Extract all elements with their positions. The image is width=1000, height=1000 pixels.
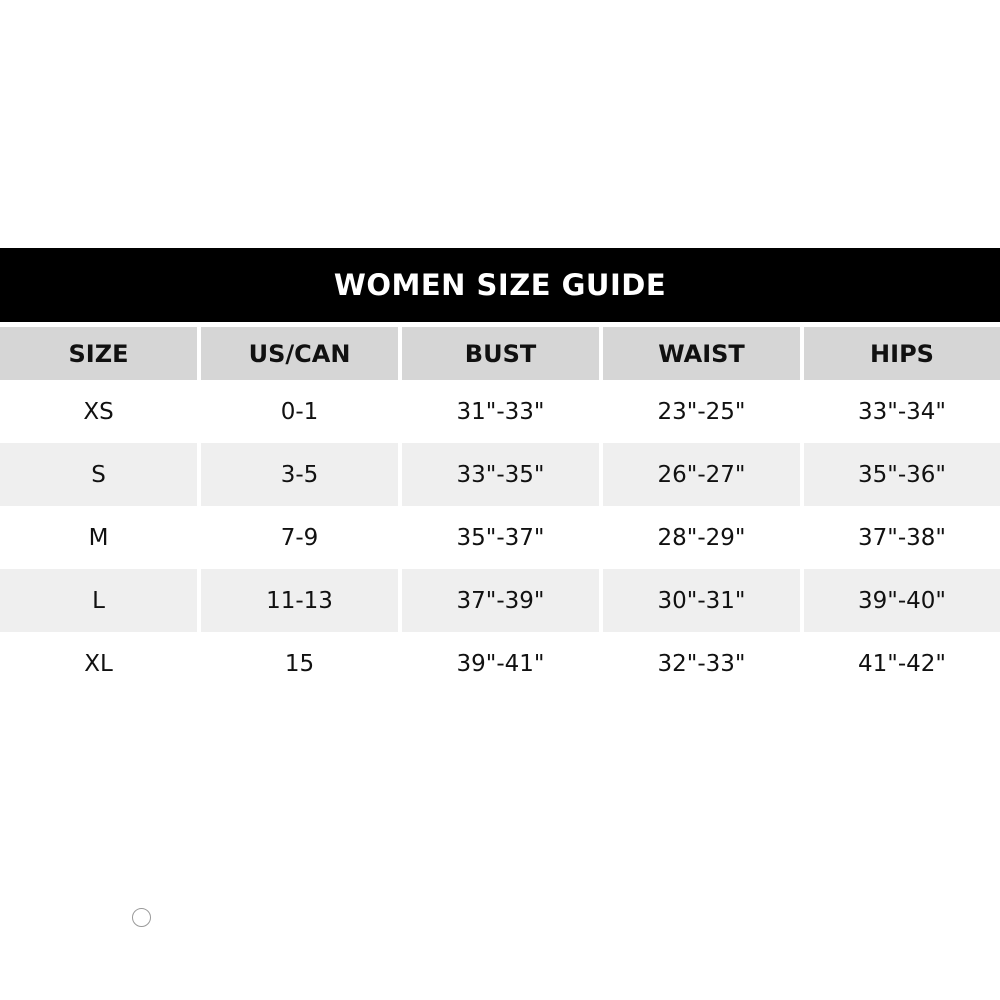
radio-circle-icon[interactable] <box>132 908 151 927</box>
cell-waist: 23"-25" <box>603 380 800 443</box>
title-banner <box>0 248 1000 322</box>
column-header-us-can: US/CAN <box>201 327 398 380</box>
table-row <box>0 569 1000 632</box>
cell-size: XS <box>0 380 197 443</box>
cell-hips: 39"-40" <box>804 569 1000 632</box>
column-header-bust: BUST <box>402 327 599 380</box>
cell-bust: 33"-35" <box>402 443 599 506</box>
cell-hips: 35"-36" <box>804 443 1000 506</box>
cell-us-can: 0-1 <box>201 380 398 443</box>
cell-hips: 33"-34" <box>804 380 1000 443</box>
page-title: WOMEN SIZE GUIDE <box>333 268 667 302</box>
cell-size: S <box>0 443 197 506</box>
cell-us-can: 11-13 <box>201 569 398 632</box>
cell-us-can: 15 <box>201 632 398 695</box>
size-table <box>0 322 1000 695</box>
column-header-hips: HIPS <box>804 327 1000 380</box>
cell-bust: 39"-41" <box>402 632 599 695</box>
cell-waist: 32"-33" <box>603 632 800 695</box>
table-row <box>0 632 1000 695</box>
cell-us-can: 7-9 <box>201 506 398 569</box>
cell-waist: 30"-31" <box>603 569 800 632</box>
cell-bust: 35"-37" <box>402 506 599 569</box>
cell-waist: 28"-29" <box>603 506 800 569</box>
cell-hips: 41"-42" <box>804 632 1000 695</box>
cell-bust: 37"-39" <box>402 569 599 632</box>
cell-waist: 26"-27" <box>603 443 800 506</box>
table-row <box>0 506 1000 569</box>
table-header-row <box>0 322 1000 380</box>
cell-hips: 37"-38" <box>804 506 1000 569</box>
cell-size: L <box>0 569 197 632</box>
table-row <box>0 380 1000 443</box>
column-header-size: SIZE <box>0 327 197 380</box>
table-row <box>0 443 1000 506</box>
column-header-waist: WAIST <box>603 327 800 380</box>
cell-size: XL <box>0 632 197 695</box>
cell-us-can: 3-5 <box>201 443 398 506</box>
cell-bust: 31"-33" <box>402 380 599 443</box>
cell-size: M <box>0 506 197 569</box>
